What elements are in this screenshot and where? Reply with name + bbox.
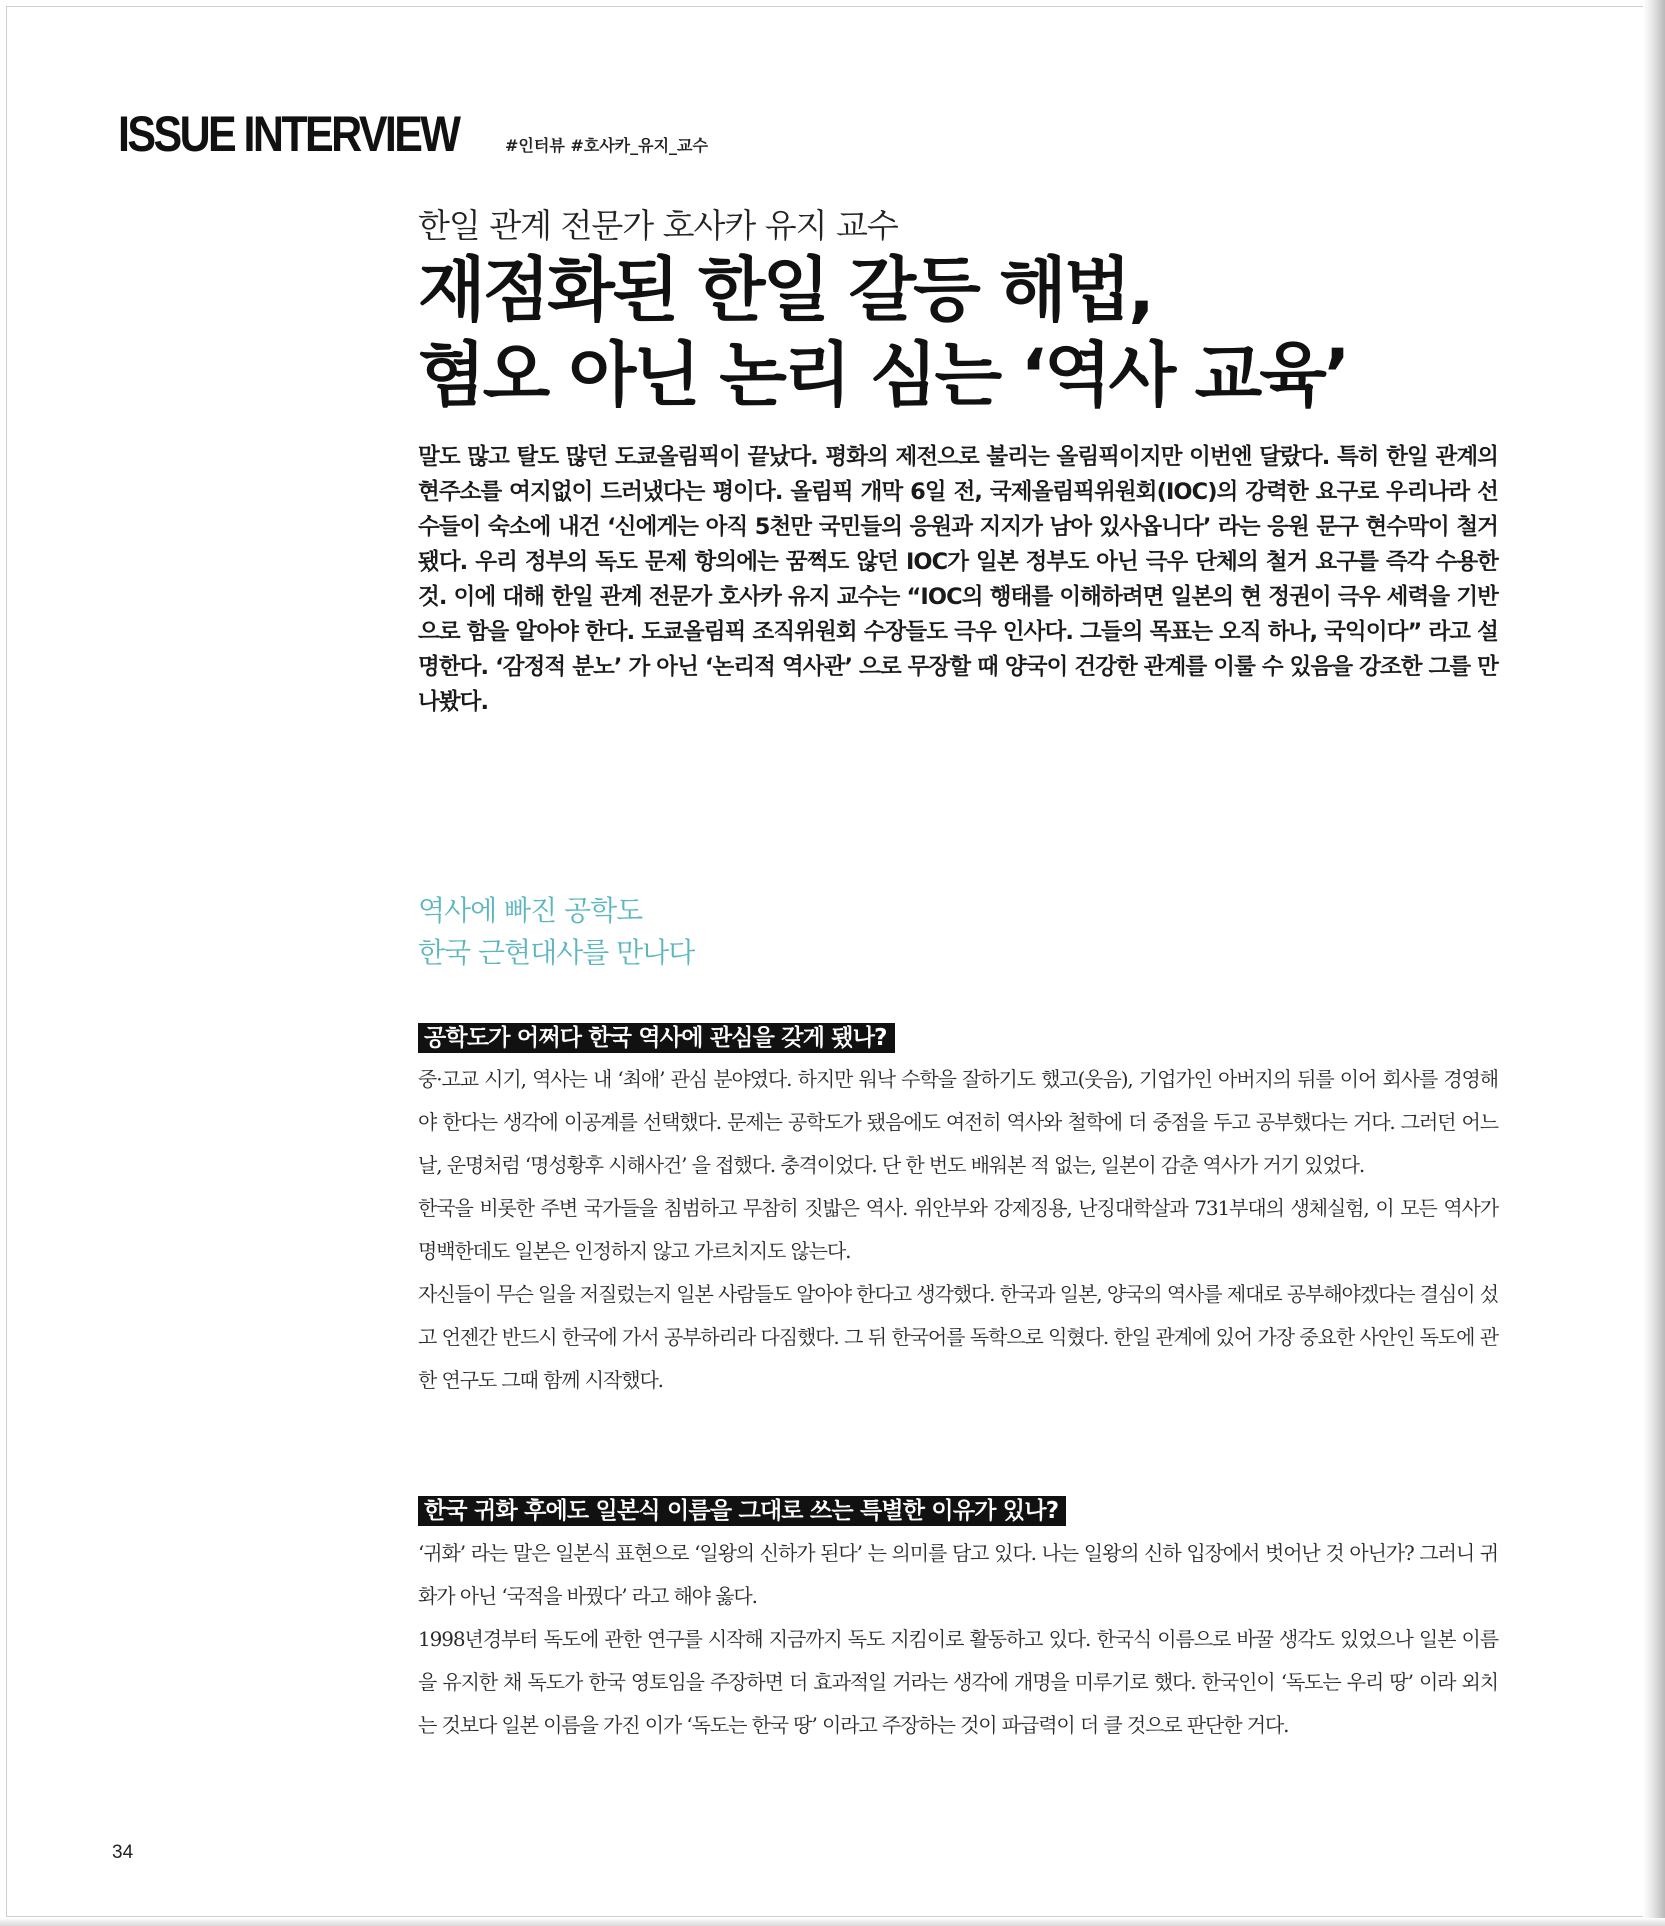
page-edge-shadow (1643, 0, 1665, 1926)
answer-1-paragraph: 자신들이 무슨 일을 저질렀는지 일본 사람들도 알아야 한다고 생각했다. 한국과 일본, 양국의 역사를 제대로 공부해야겠다는 결심이 섰고 언젠간 반드시 한국에 가서 공부하리라 다짐했다. 그 뒤 한국어를 독학으로 익혔다. 한일 관계에 있어 가장 중요한 사안인 독도에 관한 연구도 그때 함께 시작했다. (418, 1282, 1498, 1392)
answer-2-paragraph: 1998년경부터 독도에 관한 연구를 시작해 지금까지 독도 지킴이로 활동하고 있다. 한국식 이름으로 바꿀 생각도 있었으나 일본 이름을 유지한 채 독도가 한국 영토임을 주장하면 더 효과적일 거라는 생각에 개명을 미루기로 했다. 한국인이 ‘독도는 우리 땅’ 이라 외치는 것보다 일본 이름을 가진 이가 ‘독도는 한국 땅’ 이라고 주장하는 것이 파급력이 더 클 것으로 판단한 거다. (418, 1627, 1498, 1737)
section-label: ISSUE INTERVIEW (118, 106, 459, 162)
article-lead: 말도 많고 탈도 많던 도쿄올림픽이 끝났다. 평화의 제전으로 불리는 올림픽이지만 이번엔 달랐다. 특히 한일 관계의 현주소를 여지없이 드러냈다는 평이다. 올림픽 개막 6일 전, 국제올림픽위원회(IOC)의 강력한 요구로 우리나라 선수들이 숙소에 내건 ‘신에게는 아직 5천만 국민들의 응원과 지지가 남아 있사옵니다’ 라는 응원 문구 현수막이 철거됐다. 우리 정부의 독도 문제 항의에는 꿈쩍도 않던 IOC가 일본 정부도 아닌 극우 단체의 철거 요구를 즉각 수용한 것. 이에 대해 한일 관계 전문가 호사카 유지 교수는 “IOC의 행태를 이해하려면 일본의 현 정권이 극우 세력을 기반으로 함을 알아야 한다. 도쿄올림픽 조직위원회 수장들도 극우 인사다. 그들의 목표는 오직 하나, 국익이다” 라고 설명한다. ‘감정적 분노’ 가 아닌 ‘논리적 역사관’ 으로 무장할 때 양국이 건강한 관계를 이룰 수 있음을 강조한 그를 만나봤다. (418, 444, 1498, 715)
answer-2 (418, 1532, 1498, 1747)
question-1: 공학도가 어쩌다 한국 역사에 관심을 갖게 됐나? (418, 1023, 895, 1053)
answer-1-paragraph: 한국을 비롯한 주변 국가들을 침범하고 무참히 짓밟은 역사. 위안부와 강제징용, 난징대학살과 731부대의 생체실험, 이 모든 역사가 명백한데도 일본은 인정하지 않고 가르치지도 않는다. (418, 1196, 1498, 1263)
subheading-line-1: 역사에 빠진 공학도 (418, 894, 643, 927)
hashtags: #인터뷰 #호사카_유지_교수 (505, 136, 708, 155)
headline-line-2: 혐오 아닌 논리 심는 ‘역사 교육’ (418, 334, 1348, 416)
answer-1-paragraph: 중·고교 시기, 역사는 내 ‘최애’ 관심 분야였다. 하지만 워낙 수학을 잘하기도 했고(웃음), 기업가인 아버지의 뒤를 이어 회사를 경영해야 한다는 생각에 이공계를 선택했다. 문제는 공학도가 됐음에도 여전히 역사와 철학에 더 중점을 두고 공부했다는 거다. 그러던 어느 날, 운명처럼 ‘명성황후 시해사건’ 을 접했다. 충격이었다. 단 한 번도 배워본 적 없는, 일본이 감춘 역사가 거기 있었다. (418, 1067, 1498, 1177)
answer-2-paragraph: ‘귀화’ 라는 말은 일본식 표현으로 ‘일왕의 신하가 된다’ 는 의미를 담고 있다. 나는 일왕의 신하 입장에서 벗어난 것 아닌가? 그러니 귀화가 아닌 ‘국적을 바꿨다’ 라고 해야 옳다. (418, 1541, 1498, 1608)
page-number: 34 (112, 1842, 134, 1863)
headline-line-1: 재점화된 한일 갈등 해법, (418, 249, 1152, 331)
page-bottom-shadow (0, 1918, 1665, 1926)
article-headline (418, 248, 1558, 418)
answer-1 (418, 1058, 1498, 1402)
question-2: 한국 귀화 후에도 일본식 이름을 그대로 쓰는 특별한 이유가 있나? (418, 1496, 1066, 1526)
subheading-line-2: 한국 근현대사를 만나다 (418, 936, 695, 969)
section-subheading (418, 890, 694, 974)
article-kicker: 한일 관계 전문가 호사카 유지 교수 (418, 206, 898, 245)
